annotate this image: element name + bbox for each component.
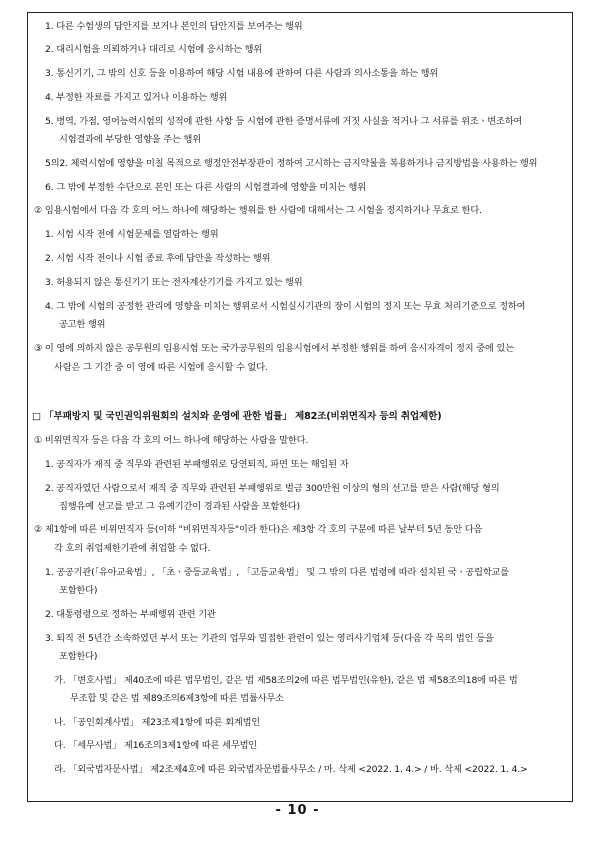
list-item: 1. 다른 수험생의 답안지를 보거나 본인의 답안지를 보여주는 행위 (45, 21, 303, 32)
sub-item: 라. 「외국법자문사법」 제2조제4호에 따른 외국법자문법률사무소 / 마. 삭제 <2022. 1. 4.> / 바. 삭제 <2022. 1. 4.> (54, 764, 528, 775)
list-item-continuation: 공고한 행위 (59, 319, 106, 330)
list-item-continuation: 집행유예 선고를 받고 그 유예기간이 경과된 사람을 포함한다) (59, 501, 300, 512)
list-item: 5의2. 체력시험에 영향을 미칠 목적으로 행정안전부장관이 정하여 고시하는 금지약물을 복용하거나 금지방법을 사용하는 행위 (45, 158, 538, 169)
list-item: 4. 그 밖에 시험의 공정한 관리에 영향을 미치는 행위로서 시험실시기관의 장이 시험의 정지 또는 무효 처리기준으로 정하여 (45, 301, 526, 312)
list-item: 2. 공직자였던 사람으로서 재직 중 직무와 관련된 부패행위로 벌금 300만원 이상의 형의 선고를 받은 사람(해당 형의 (45, 483, 500, 494)
list-item: 1. 공공기관(「유아교육법」, 「초ㆍ중등교육법」, 「고등교육법」 및 그 밖의 다른 법령에 따라 설치된 국ㆍ공립학교를 (45, 567, 509, 578)
paragraph: ② 임용시험에서 다음 각 호의 어느 하나에 해당하는 행위를 한 사람에 대해서는 그 시험을 정지하거나 무효로 한다. (34, 205, 482, 216)
list-item-continuation: 포함한다) (59, 651, 98, 662)
list-item: 2. 대통령령으로 정하는 부패행위 관련 기관 (45, 609, 216, 620)
list-item-continuation: 시험결과에 부당한 영향을 주는 행위 (59, 134, 201, 145)
paragraph: ② 제1항에 따른 비위면직자 등(이하 "비위면직자등"이라 한다)은 제3항 각 호의 구분에 따른 날부터 5년 동안 다음 (34, 524, 483, 535)
paragraph: ① 비위면직자 등은 다음 각 호의 어느 하나에 해당하는 사람을 말한다. (34, 435, 309, 446)
list-item: 6. 그 밖에 부정한 수단으로 본인 또는 다른 사람의 시험결과에 영향을 미치는 행위 (45, 182, 366, 193)
page-number: - 10 - (275, 803, 320, 818)
sub-item: 가. 「변호사법」 제40조에 따른 법무법인, 같은 법 제58조의2에 따른 법무법인(유한), 같은 법 제58조의18에 따른 법 (54, 675, 518, 686)
paragraph-continuation: 각 호의 취업제한기관에 취업할 수 없다. (54, 543, 211, 554)
list-item: 1. 공직자가 재직 중 직무와 관련된 부패행위로 당연퇴직, 파면 또는 해임된 자 (45, 459, 349, 470)
section-heading: □ 「부패방지 및 국민권익위원회의 설치와 운영에 관한 법률」 제82조(비위면직자 등의 취업제한) (32, 411, 442, 422)
sub-item: 나. 「공인회계사법」 제23조제1항에 따른 회계법인 (54, 717, 261, 728)
list-item: 3. 퇴직 전 5년간 소속하였던 부서 또는 기관의 업무와 밀접한 관련이 있는 영리사기업체 등(다음 각 목의 법인 등을 (45, 633, 494, 644)
list-item: 5. 병역, 가점, 영어능력시험의 성적에 관한 사항 등 시험에 관한 증명서류에 거짓 사실을 적거나 그 서류를 위조ㆍ변조하여 (45, 116, 523, 127)
sub-item-continuation: 무조합 및 같은 법 제89조의6제3항에 따른 법률사무소 (70, 693, 284, 704)
list-item: 3. 허용되지 않은 통신기기 또는 전자계산기기를 가지고 있는 행위 (45, 277, 303, 288)
paragraph: ③ 이 영에 의하지 않은 공무원의 임용시험 또는 국가공무원의 임용시험에서 부정한 행위를 하여 응시자격이 정지 중에 있는 (34, 343, 514, 354)
list-item: 4. 부정한 자료를 가지고 있거나 이용하는 행위 (45, 92, 228, 103)
list-item: 3. 통신기기, 그 밖의 신호 등을 이용하여 해당 시험 내용에 관하여 다른 사람과 의사소통을 하는 행위 (45, 68, 439, 79)
list-item: 2. 대리시험을 의뢰하거나 대리로 시험에 응시하는 행위 (45, 44, 263, 55)
list-item-continuation: 포함한다) (59, 585, 98, 596)
sub-item: 다. 「세무사법」 제16조의3제1항에 따른 세무법인 (54, 740, 258, 751)
list-item: 1. 시험 시작 전에 시험문제를 열람하는 행위 (45, 229, 219, 240)
list-item: 2. 시험 시작 전이나 시험 종료 후에 답안을 작성하는 행위 (45, 253, 271, 264)
paragraph-continuation: 사람은 그 기간 중 이 영에 따른 시험에 응시할 수 없다. (54, 362, 268, 373)
